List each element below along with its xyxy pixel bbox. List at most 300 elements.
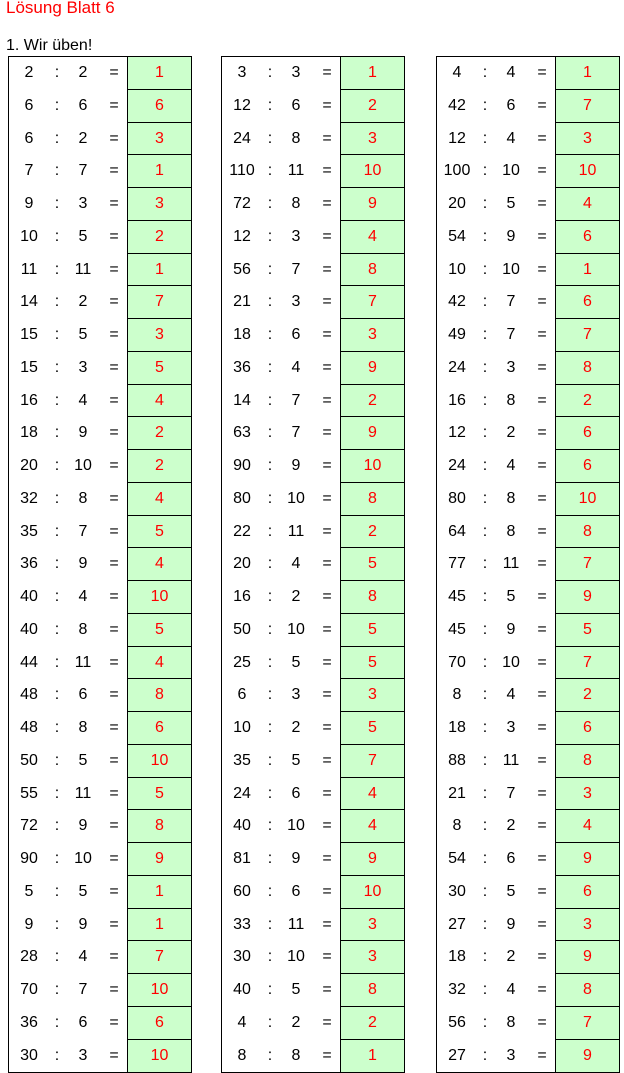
result-cell: 5: [340, 712, 404, 745]
division-sign: :: [482, 391, 488, 409]
exercise-row: [9, 90, 191, 123]
exercise-row: [9, 712, 191, 745]
division-sign: :: [54, 64, 60, 81]
divisor: 3: [78, 195, 88, 212]
dividend: 36: [20, 555, 38, 573]
division-sign: :: [267, 588, 273, 605]
divisor: 3: [291, 227, 301, 245]
exercise-row: [9, 254, 191, 287]
equals-sign: =: [537, 64, 547, 81]
exercise-row: [437, 1040, 619, 1073]
division-sign: :: [482, 588, 488, 605]
result-cell: 4: [127, 385, 191, 418]
equals-sign: =: [537, 1046, 547, 1064]
dividend: 64: [448, 522, 466, 540]
dividend: 22: [233, 522, 251, 540]
equals-sign: =: [322, 162, 332, 180]
divisor: 10: [74, 850, 92, 867]
exercise-row: [437, 221, 619, 254]
exercise-row: [437, 974, 619, 1007]
division-sign: :: [54, 915, 60, 933]
equals-sign: =: [322, 96, 332, 114]
equals-sign: =: [109, 1013, 119, 1031]
division-sign: :: [482, 850, 488, 867]
divisor: 2: [291, 588, 301, 605]
exercise-row: [222, 581, 404, 614]
divisor: 6: [291, 96, 301, 114]
exercise-row: [9, 483, 191, 516]
divisor: 8: [291, 129, 301, 147]
division-sign: :: [54, 1046, 60, 1064]
divisor: 10: [287, 817, 305, 835]
equals-sign: =: [109, 358, 119, 376]
divisor: 9: [78, 424, 88, 442]
equals-sign: =: [322, 948, 332, 966]
division-sign: :: [482, 195, 488, 212]
dividend: 72: [233, 195, 251, 212]
divisor: 4: [291, 555, 301, 573]
divisor: 8: [506, 489, 516, 507]
division-sign: :: [267, 948, 273, 966]
equals-sign: =: [322, 686, 332, 704]
result-cell: 7: [340, 286, 404, 319]
equals-sign: =: [109, 915, 119, 933]
dividend: 15: [20, 358, 38, 376]
divisor: 6: [291, 784, 301, 802]
exercise-row: [9, 974, 191, 1007]
equals-sign: =: [109, 326, 119, 343]
exercise-row: [437, 123, 619, 156]
divisor: 6: [291, 882, 301, 900]
dividend: 4: [237, 1013, 247, 1031]
result-cell: 9: [555, 581, 619, 614]
division-sign: :: [267, 227, 273, 245]
division-sign: :: [267, 424, 273, 442]
result-cell: 4: [127, 647, 191, 680]
division-sign: :: [54, 948, 60, 966]
division-sign: :: [267, 719, 273, 736]
divisor: 7: [78, 162, 88, 180]
divisor: 11: [74, 784, 92, 802]
divisor: 5: [506, 588, 516, 605]
dividend: 36: [20, 1013, 38, 1031]
dividend: 18: [448, 719, 466, 736]
division-sign: :: [267, 784, 273, 802]
divisor: 9: [506, 915, 516, 933]
equals-sign: =: [109, 620, 119, 638]
division-sign: :: [482, 719, 488, 736]
equals-sign: =: [322, 195, 332, 212]
divisor: 8: [78, 620, 88, 638]
dividend: 35: [20, 522, 38, 540]
result-cell: 8: [555, 352, 619, 385]
result-cell: 1: [340, 57, 404, 90]
result-cell: 4: [555, 810, 619, 843]
result-cell: 1: [555, 57, 619, 90]
divisor: 3: [506, 1046, 516, 1064]
equals-sign: =: [537, 227, 547, 245]
equals-sign: =: [537, 195, 547, 212]
division-sign: :: [267, 751, 273, 769]
equals-sign: =: [109, 784, 119, 802]
divisor: 6: [78, 96, 88, 114]
equals-sign: =: [537, 96, 547, 114]
dividend: 24: [448, 358, 466, 376]
division-sign: :: [482, 1046, 488, 1064]
result-cell: 3: [555, 123, 619, 156]
result-cell: 4: [340, 810, 404, 843]
result-cell: 4: [127, 483, 191, 516]
exercise-row: [222, 188, 404, 221]
exercise-row: [222, 876, 404, 909]
result-cell: 2: [555, 679, 619, 712]
equals-sign: =: [322, 358, 332, 376]
result-cell: 2: [555, 385, 619, 418]
division-sign: :: [267, 64, 273, 81]
division-sign: :: [482, 64, 488, 81]
division-sign: :: [54, 882, 60, 900]
equals-sign: =: [109, 981, 119, 998]
equals-sign: =: [537, 489, 547, 507]
dividend: 8: [237, 1046, 247, 1064]
division-sign: :: [54, 653, 60, 671]
result-cell: 1: [555, 254, 619, 287]
dividend: 24: [233, 784, 251, 802]
dividend: 4: [452, 64, 462, 81]
exercise-row: [437, 385, 619, 418]
equals-sign: =: [109, 555, 119, 573]
division-sign: :: [267, 555, 273, 573]
result-cell: 6: [555, 876, 619, 909]
divisor: 5: [291, 653, 301, 671]
division-sign: :: [482, 915, 488, 933]
divisor: 9: [78, 555, 88, 573]
division-sign: :: [54, 424, 60, 442]
equals-sign: =: [537, 751, 547, 769]
exercise-row: [437, 1007, 619, 1040]
division-sign: :: [54, 391, 60, 409]
division-sign: :: [54, 719, 60, 736]
division-sign: :: [267, 489, 273, 507]
division-sign: :: [54, 260, 60, 278]
divisor: 4: [506, 686, 516, 704]
equals-sign: =: [322, 424, 332, 442]
divisor: 6: [291, 326, 301, 343]
division-sign: :: [267, 522, 273, 540]
result-cell: 8: [340, 581, 404, 614]
dividend: 100: [443, 162, 471, 180]
exercise-row: [222, 417, 404, 450]
exercise-row: [222, 155, 404, 188]
dividend: 2: [24, 64, 34, 81]
division-sign: :: [267, 817, 273, 835]
divisor: 3: [78, 358, 88, 376]
dividend: 77: [448, 555, 466, 573]
exercise-row: [222, 254, 404, 287]
exercise-row: [437, 286, 619, 319]
exercise-row: [222, 286, 404, 319]
equals-sign: =: [322, 1046, 332, 1064]
division-sign: :: [54, 620, 60, 638]
divisor: 11: [287, 522, 305, 540]
result-cell: 9: [127, 843, 191, 876]
division-sign: :: [267, 162, 273, 180]
result-cell: 9: [555, 941, 619, 974]
divisor: 4: [506, 64, 516, 81]
divisor: 5: [291, 751, 301, 769]
divisor: 4: [506, 457, 516, 474]
dividend: 21: [448, 784, 466, 802]
equals-sign: =: [109, 850, 119, 867]
exercise-row: [9, 614, 191, 647]
division-sign: :: [54, 686, 60, 704]
division-sign: :: [54, 326, 60, 343]
result-cell: 3: [127, 319, 191, 352]
equals-sign: =: [537, 784, 547, 802]
division-sign: :: [482, 981, 488, 998]
dividend: 12: [233, 227, 251, 245]
division-sign: :: [267, 96, 273, 114]
exercise-row: [437, 581, 619, 614]
dividend: 32: [20, 489, 38, 507]
dividend: 56: [448, 1013, 466, 1031]
divisor: 2: [506, 817, 516, 835]
dividend: 6: [24, 96, 34, 114]
exercise-row: [9, 221, 191, 254]
divisor: 8: [291, 1046, 301, 1064]
division-sign: :: [54, 96, 60, 114]
exercise-row: [9, 188, 191, 221]
divisor: 2: [506, 948, 516, 966]
result-cell: 2: [127, 221, 191, 254]
result-cell: 2: [340, 385, 404, 418]
division-sign: :: [482, 424, 488, 442]
dividend: 20: [233, 555, 251, 573]
result-cell: 3: [555, 778, 619, 811]
equals-sign: =: [109, 260, 119, 278]
exercise-row: [222, 57, 404, 90]
equals-sign: =: [537, 719, 547, 736]
exercise-row: [222, 319, 404, 352]
result-cell: 10: [340, 450, 404, 483]
exercise-column-3: [436, 56, 620, 1073]
exercise-row: [222, 90, 404, 123]
result-cell: 9: [340, 188, 404, 221]
division-sign: :: [482, 457, 488, 474]
result-cell: 5: [340, 548, 404, 581]
divisor: 4: [506, 129, 516, 147]
divisor: 10: [502, 260, 520, 278]
result-cell: 8: [555, 745, 619, 778]
equals-sign: =: [537, 260, 547, 278]
dividend: 44: [20, 653, 38, 671]
equals-sign: =: [537, 882, 547, 900]
dividend: 14: [233, 391, 251, 409]
result-cell: 8: [340, 974, 404, 1007]
result-cell: 6: [555, 221, 619, 254]
division-sign: :: [54, 850, 60, 867]
result-cell: 8: [555, 516, 619, 549]
dividend: 18: [448, 948, 466, 966]
divisor: 8: [506, 522, 516, 540]
divisor: 5: [506, 195, 516, 212]
equals-sign: =: [537, 358, 547, 376]
division-sign: :: [267, 195, 273, 212]
division-sign: :: [54, 195, 60, 212]
exercise-row: [437, 352, 619, 385]
result-cell: 2: [340, 516, 404, 549]
equals-sign: =: [537, 588, 547, 605]
result-cell: 1: [127, 909, 191, 942]
exercise-row: [222, 647, 404, 680]
dividend: 8: [452, 686, 462, 704]
result-cell: 3: [340, 123, 404, 156]
equals-sign: =: [109, 588, 119, 605]
division-sign: :: [267, 981, 273, 998]
division-sign: :: [54, 588, 60, 605]
divisor: 4: [78, 391, 88, 409]
division-sign: :: [267, 686, 273, 704]
dividend: 10: [20, 227, 38, 245]
equals-sign: =: [322, 653, 332, 671]
exercise-row: [437, 810, 619, 843]
divisor: 2: [78, 64, 88, 81]
exercise-row: [222, 548, 404, 581]
dividend: 10: [448, 260, 466, 278]
divisor: 8: [506, 1013, 516, 1031]
exercise-row: [222, 909, 404, 942]
result-cell: 6: [127, 1007, 191, 1040]
result-cell: 5: [340, 647, 404, 680]
division-sign: :: [482, 1013, 488, 1031]
divisor: 10: [287, 489, 305, 507]
dividend: 6: [237, 686, 247, 704]
result-cell: 3: [340, 941, 404, 974]
exercise-row: [437, 778, 619, 811]
division-sign: :: [54, 1013, 60, 1031]
exercise-row: [437, 614, 619, 647]
dividend: 27: [448, 915, 466, 933]
dividend: 10: [233, 719, 251, 736]
exercise-row: [9, 778, 191, 811]
result-cell: 10: [555, 483, 619, 516]
exercise-row: [437, 254, 619, 287]
equals-sign: =: [322, 227, 332, 245]
section-title: 1. Wir üben!: [6, 37, 93, 54]
exercise-row: [9, 581, 191, 614]
exercise-row: [222, 1007, 404, 1040]
result-cell: 7: [127, 286, 191, 319]
division-sign: :: [54, 555, 60, 573]
divisor: 5: [78, 882, 88, 900]
equals-sign: =: [109, 64, 119, 81]
result-cell: 7: [555, 90, 619, 123]
dividend: 20: [20, 457, 38, 474]
equals-sign: =: [109, 227, 119, 245]
dividend: 30: [233, 948, 251, 966]
dividend: 45: [448, 588, 466, 605]
result-cell: 9: [555, 843, 619, 876]
exercise-row: [222, 614, 404, 647]
equals-sign: =: [537, 981, 547, 998]
equals-sign: =: [322, 751, 332, 769]
result-cell: 9: [340, 417, 404, 450]
division-sign: :: [54, 981, 60, 998]
exercise-row: [437, 483, 619, 516]
result-cell: 6: [555, 450, 619, 483]
exercise-row: [9, 385, 191, 418]
dividend: 50: [233, 620, 251, 638]
result-cell: 5: [127, 516, 191, 549]
exercise-row: [222, 679, 404, 712]
divisor: 7: [291, 391, 301, 409]
equals-sign: =: [322, 260, 332, 278]
divisor: 5: [78, 227, 88, 245]
dividend: 48: [20, 686, 38, 704]
exercise-column-1: [8, 56, 192, 1073]
result-cell: 2: [127, 417, 191, 450]
equals-sign: =: [537, 424, 547, 442]
dividend: 42: [448, 96, 466, 114]
division-sign: :: [482, 129, 488, 147]
dividend: 12: [448, 129, 466, 147]
dividend: 49: [448, 326, 466, 343]
exercise-row: [437, 155, 619, 188]
division-sign: :: [267, 850, 273, 867]
dividend: 56: [233, 260, 251, 278]
division-sign: :: [482, 948, 488, 966]
equals-sign: =: [322, 1013, 332, 1031]
divisor: 11: [287, 162, 305, 180]
exercise-row: [9, 745, 191, 778]
dividend: 55: [20, 784, 38, 802]
divisor: 9: [506, 227, 516, 245]
division-sign: :: [267, 457, 273, 474]
equals-sign: =: [537, 948, 547, 966]
divisor: 8: [291, 195, 301, 212]
division-sign: :: [267, 293, 273, 311]
division-sign: :: [482, 653, 488, 671]
dividend: 8: [452, 817, 462, 835]
result-cell: 4: [340, 221, 404, 254]
dividend: 80: [233, 489, 251, 507]
dividend: 12: [233, 96, 251, 114]
dividend: 40: [20, 620, 38, 638]
result-cell: 6: [127, 90, 191, 123]
exercise-row: [9, 843, 191, 876]
division-sign: :: [482, 358, 488, 376]
dividend: 45: [448, 620, 466, 638]
division-sign: :: [54, 784, 60, 802]
exercise-row: [9, 941, 191, 974]
divisor: 3: [291, 64, 301, 81]
exercise-row: [9, 450, 191, 483]
equals-sign: =: [109, 882, 119, 900]
equals-sign: =: [537, 620, 547, 638]
divisor: 6: [506, 96, 516, 114]
exercise-row: [9, 319, 191, 352]
dividend: 15: [20, 326, 38, 343]
exercise-row: [9, 548, 191, 581]
division-sign: :: [54, 162, 60, 180]
division-sign: :: [482, 522, 488, 540]
dividend: 3: [237, 64, 247, 81]
dividend: 70: [20, 981, 38, 998]
result-cell: 8: [555, 974, 619, 1007]
result-cell: 3: [127, 123, 191, 156]
dividend: 33: [233, 915, 251, 933]
exercise-row: [9, 1007, 191, 1040]
